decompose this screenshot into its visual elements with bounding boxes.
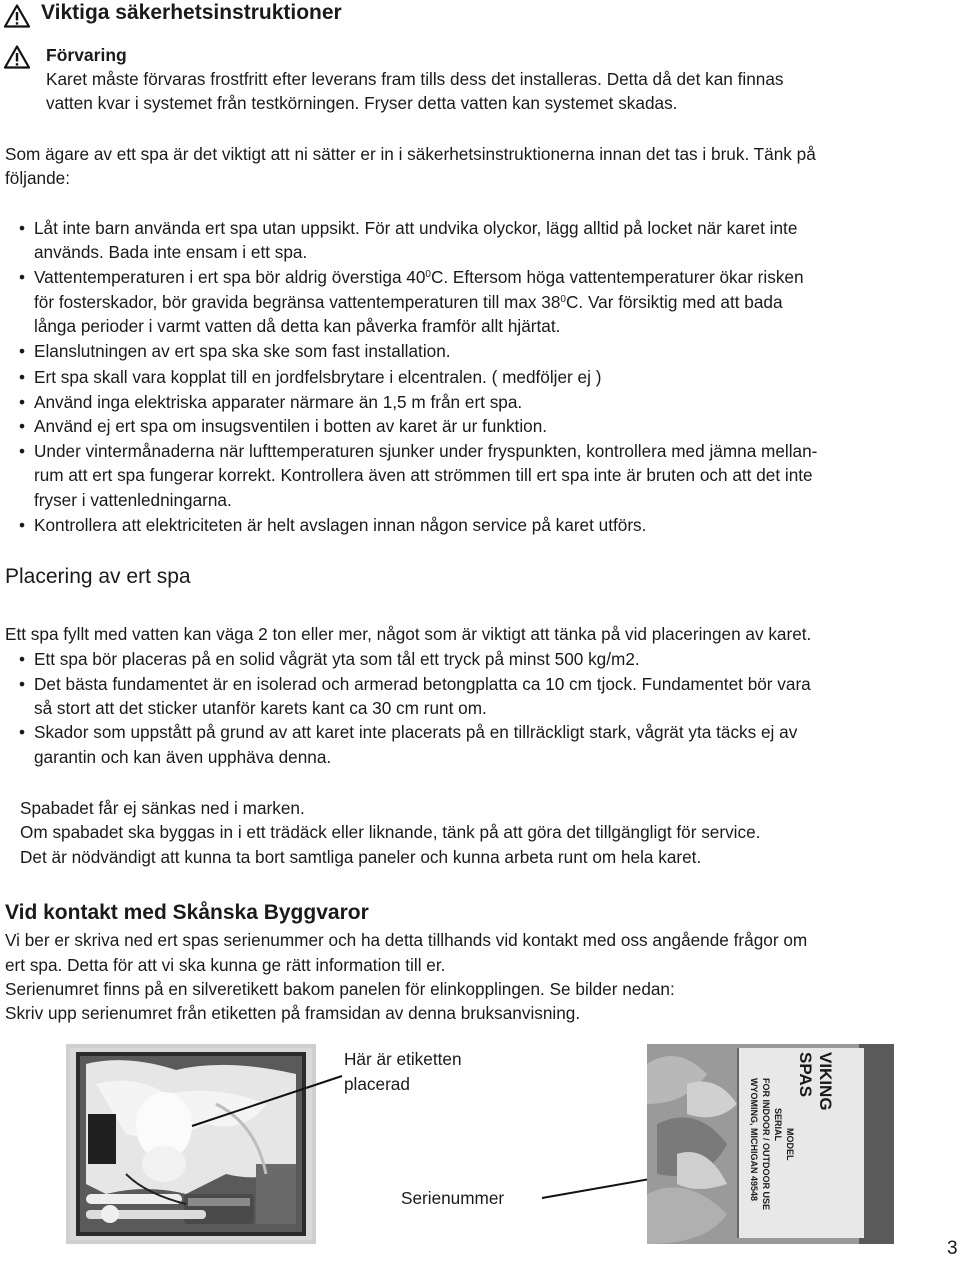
list-item: garantin och kan även upphäva denna. — [34, 747, 332, 767]
bullet: • — [19, 218, 26, 238]
list-item: så stort att det sticker utanför karets kant ca 30 cm runt om. — [34, 698, 487, 718]
owner-text: följande: — [5, 168, 70, 188]
label-use: FOR INDOOR / OUTDOOR USE — [761, 1078, 771, 1211]
label-brand: VIKING — [816, 1052, 835, 1111]
list-item: rum att ert spa fungerar korrekt. Kontrollera även att strömmen till ert spa inte är bruten och att det inte — [34, 465, 813, 485]
contact-text: ert spa. Detta för att vi ska kunna ge rätt information till er. — [5, 955, 446, 975]
contact-text: Serienumret finns på en silveretikett bakom panelen för elinkopplingen. Se bilder nedan: — [5, 979, 675, 999]
label-address: WYOMING, MICHIGAN 49548 — [749, 1078, 759, 1202]
bullet: • — [19, 441, 26, 461]
list-item: långa perioder i varmt vatten då detta kan påverka framför allt hjärtat. — [34, 316, 561, 336]
bullet: • — [19, 416, 26, 436]
list-item: Kontrollera att elektriciteten är helt avslagen innan någon service på karet utförs. — [34, 515, 647, 535]
callout-label: placerad — [344, 1074, 410, 1094]
label-model: MODEL — [785, 1128, 795, 1161]
list-item: används. Bada inte ensam i ett spa. — [34, 242, 308, 262]
list-item: Under vintermånaderna när lufttemperaturen sjunker under fryspunkten, kontrollera med jämna mellan- — [34, 441, 818, 461]
page-number: 3 — [947, 1238, 958, 1259]
silver-label — [737, 1048, 864, 1238]
bullet: • — [19, 341, 26, 361]
callout-line — [190, 1070, 350, 1130]
list-item: för fosterskador, bör gravida begränsa vattentemperaturen till $\max 38^0C$. Var försiktig med att bada — [34, 292, 783, 312]
bullet: • — [19, 267, 26, 287]
list-item: fryser i vattenledningarna. — [34, 490, 232, 510]
ground-text: Spabadet får ej sänkas ned i marken. — [20, 798, 305, 818]
bullet: • — [19, 674, 26, 694]
owner-text: Som ägare av ett spa är det viktigt att ni sätter er in i säkerhetsinstruktionerna innan det tas i bruk. Tänk på — [5, 144, 816, 164]
section-heading: Placering av ert spa — [5, 565, 191, 588]
callout-label: Här är etiketten — [344, 1049, 462, 1069]
ground-text: Om spabadet ska byggas in i ett trädäck eller liknande, tänk på att göra det tillgängligt för service. — [20, 822, 761, 842]
list-item: Använd inga elektriska apparater närmare än 1,5 m från ert spa. — [34, 392, 523, 412]
bullet: • — [19, 649, 26, 669]
warning-icon — [4, 4, 30, 28]
list-item: Elanslutningen av ert spa ska ske som fast installation. — [34, 341, 451, 361]
bullet: • — [19, 392, 26, 412]
storage-text: vatten kvar i systemet från testkörningen. Fryser detta vatten kan systemet skadas. — [46, 93, 678, 113]
storage-heading: Förvaring — [46, 45, 127, 65]
list-item: Använd ej ert spa om insugsventilen i botten av karet är ur funktion. — [34, 416, 548, 436]
list-item: Ett spa bör placeras på en solid vågrät yta som tål ett tryck på minst 500 kg/m2. — [34, 649, 640, 669]
list-item: Låt inte barn använda ert spa utan uppsikt. För att undvika olyckor, lägg alltid på locket när karet inte — [34, 218, 798, 238]
list-item: Skador som uppstått på grund av att karet inte placerats på en tillräckligt stark, vågrät yta täcks ej av — [34, 722, 798, 742]
contact-text: Skriv upp serienumret från etiketten på framsidan av denna bruksanvisning. — [5, 1003, 581, 1023]
list-item: Vattentemperaturen i ert spa bör aldrig överstiga $40^0C$. Eftersom höga vattentemperaturer ökar risken — [34, 267, 804, 287]
list-item: Det bästa fundamentet är en isolerad och armerad betongplatta ca 10 cm tjock. Fundamentet bör vara — [34, 674, 811, 694]
placement-text: Ett spa fyllt med vatten kan väga 2 ton eller mer, något som är viktigt att tänka på vid placeringen av karet. — [5, 624, 812, 644]
section-heading: Vid kontakt med Skånska Byggvaror — [5, 901, 369, 924]
bullet: • — [19, 515, 26, 535]
label-spas: SPAS — [796, 1052, 815, 1098]
storage-text: Karet måste förvaras frostfritt efter leverans fram tills dess det installeras. Detta då det kan finnas — [46, 69, 784, 89]
warning-icon — [4, 45, 30, 69]
serial-label-photo — [647, 1044, 894, 1244]
ground-text: Det är nödvändigt att kunna ta bort samtliga paneler och kunna arbeta runt om hela karet. — [20, 847, 702, 867]
bullet: • — [19, 722, 26, 742]
contact-text: Vi ber er skriva ned ert spas serienummer och ha detta tillhands vid kontakt med oss angående frågor om — [5, 930, 808, 950]
bullet: • — [19, 367, 26, 387]
page-title: Viktiga säkerhetsinstruktioner — [41, 1, 342, 24]
list-item: Ert spa skall vara kopplat till en jordfelsbrytare i elcentralen. ( medföljer ej ) — [34, 367, 602, 387]
label-serial: SERIAL — [773, 1108, 783, 1142]
callout-serial: Serienummer — [401, 1188, 505, 1208]
